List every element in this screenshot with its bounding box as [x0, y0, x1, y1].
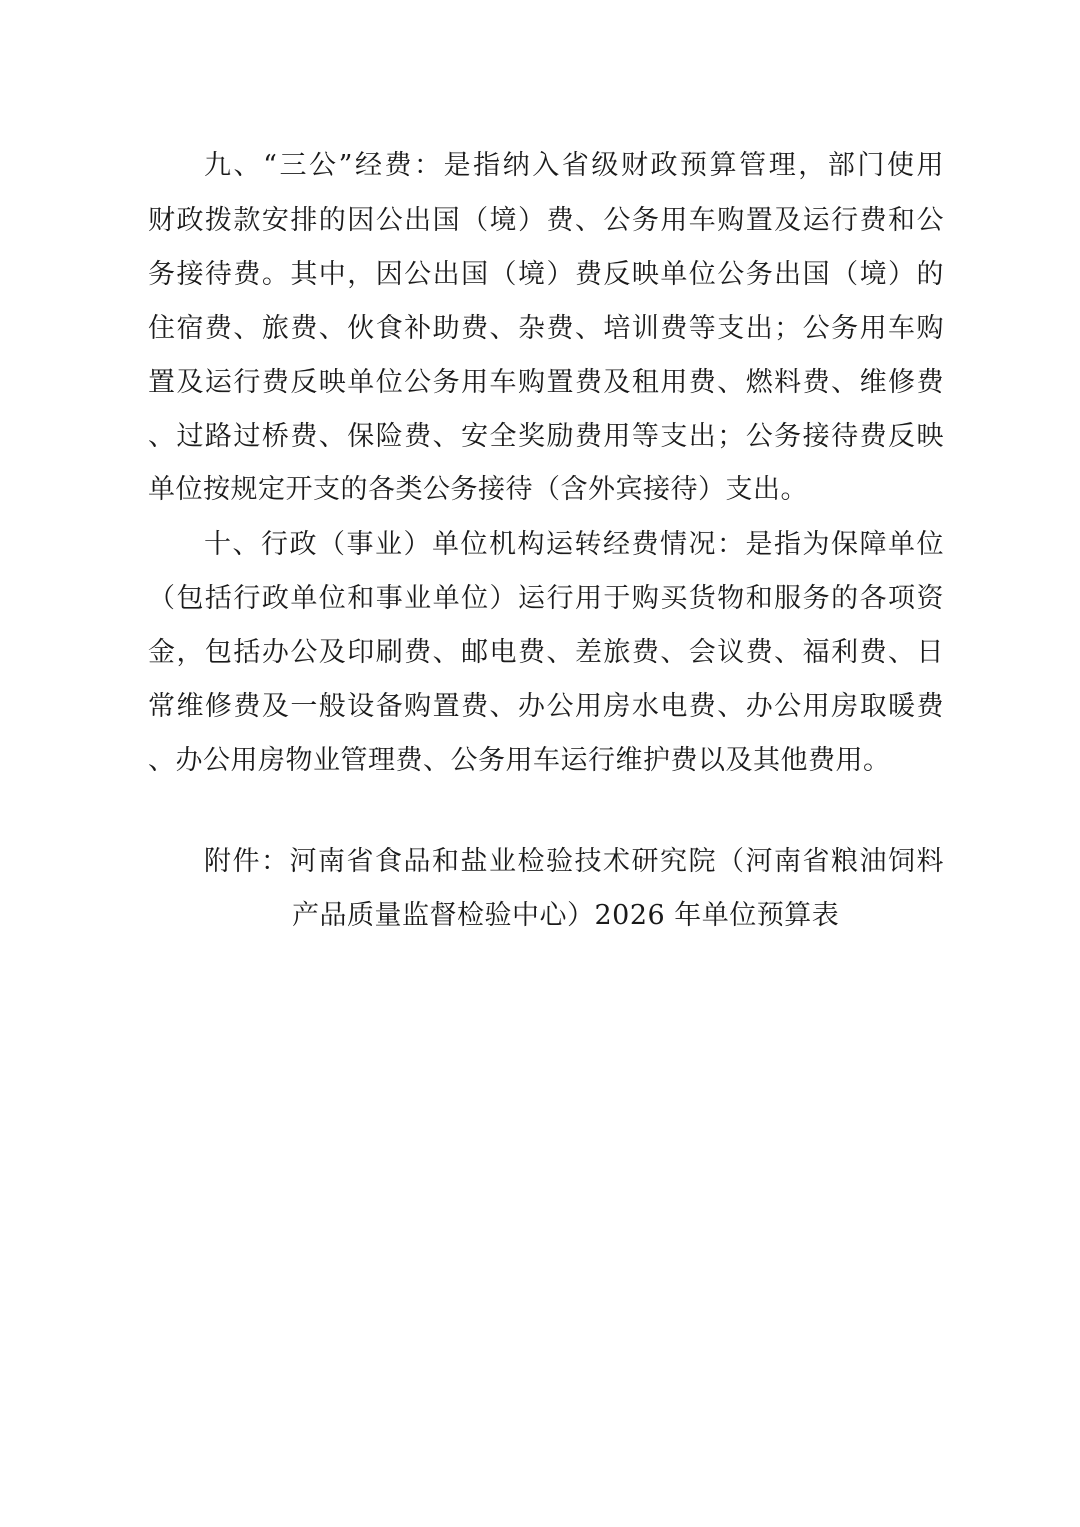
section-10-line-3: 金，包括办公及印刷费、邮电费、差旅费、会议费、福利费、日: [148, 637, 944, 668]
section-9-line-3: 务接待费。其中，因公出国（境）费反映单位公务出国（境）的: [148, 259, 944, 290]
section-10-line-2: （包括行政单位和事业单位）运行用于购买货物和服务的各项资: [148, 583, 944, 614]
section-10-line-4: 常维修费及一般设备购置费、办公用房水电费、办公用房取暖费: [148, 691, 944, 722]
section-9-line-5: 置及运行费反映单位公务用车购置费及租用费、燃料费、维修费: [148, 367, 944, 398]
section-9-line-7: 单位按规定开支的各类公务接待（含外宾接待）支出。: [148, 474, 808, 505]
section-9-line-4: 住宿费、旅费、伙食补助费、杂费、培训费等支出；公务用车购: [148, 313, 944, 344]
section-9-line-6: 、过路过桥费、保险费、安全奖励费用等支出；公务接待费反映: [148, 421, 944, 452]
section-9-line-1: 九、“三公”经费：是指纳入省级财政预算管理，部门使用: [204, 150, 944, 181]
attachment-line-2: 产品质量监督检验中心）2026 年单位预算表: [292, 900, 840, 931]
attachment-line-1: 附件：河南省食品和盐业检验技术研究院（河南省粮油饲料: [204, 846, 944, 877]
section-10-line-5: 、办公用房物业管理费、公务用车运行维护费以及其他费用。: [148, 745, 891, 776]
section-10-line-1: 十、行政（事业）单位机构运转经费情况：是指为保障单位: [204, 529, 944, 560]
section-9-line-2: 财政拨款安排的因公出国（境）费、公务用车购置及运行费和公: [148, 205, 944, 236]
